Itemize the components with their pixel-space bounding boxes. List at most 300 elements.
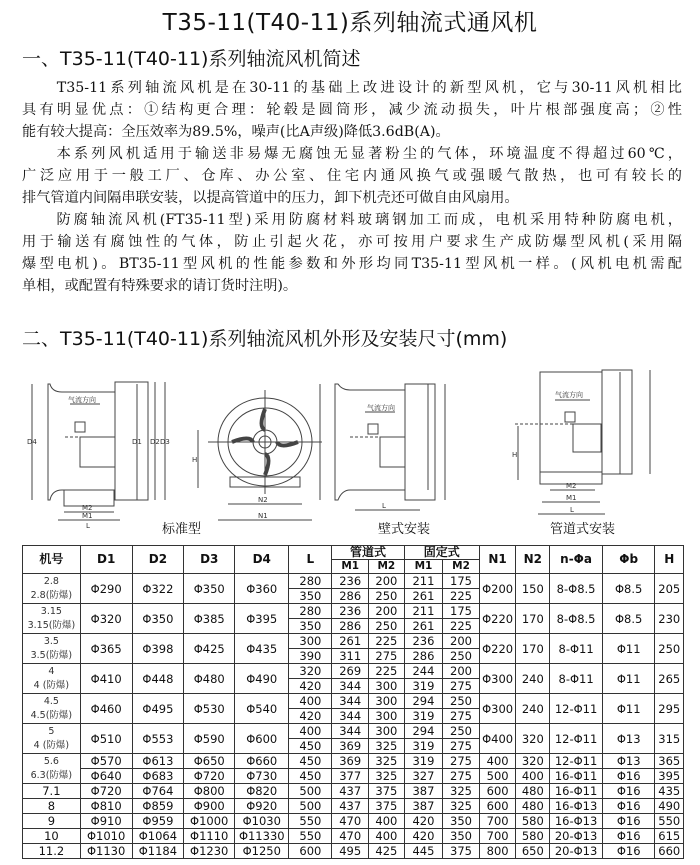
dim-label-n2: N2 (258, 496, 268, 504)
cell-d2: Φ398 (132, 634, 184, 664)
cell-l: 450 (289, 739, 332, 754)
cell-d1: Φ720 (80, 784, 132, 799)
cell-duct-m1: 261 (332, 634, 369, 649)
header-d3: D3 (184, 546, 235, 574)
cell-fixed-m1: 420 (404, 814, 442, 829)
cell-d4: Φ660 (235, 754, 289, 769)
cell-n1: 800 (479, 844, 516, 859)
cell-duct-m1: 369 (332, 739, 369, 754)
cell-d2: Φ322 (132, 574, 184, 604)
cell-fixed-m1: 261 (404, 619, 442, 634)
cell-fixed-m2: 250 (443, 649, 480, 664)
header-d1: D1 (80, 546, 132, 574)
cell-fixed-m2: 200 (443, 634, 480, 649)
cell-duct-m2: 375 (369, 784, 405, 799)
cell-fixed-m1: 319 (404, 679, 442, 694)
cell-h: 230 (655, 604, 684, 634)
cell-l: 550 (289, 829, 332, 844)
cell-duct-m1: 437 (332, 799, 369, 814)
cell-fixed-m1: 294 (404, 694, 442, 709)
table-row (23, 694, 684, 709)
cell-duct-m2: 375 (369, 799, 405, 814)
cell-n2: 320 (516, 754, 550, 769)
cell-duct-m2: 425 (369, 844, 405, 859)
dim-label-h: H (192, 456, 198, 464)
cell-l: 390 (289, 649, 332, 664)
cell-h: 315 (655, 724, 684, 754)
caption-duct-mount: 管道式安装 (550, 522, 616, 537)
cell-duct-m2: 250 (369, 619, 405, 634)
cell-l: 550 (289, 814, 332, 829)
cell-d1: Φ290 (80, 574, 132, 604)
cell-h: 490 (655, 799, 684, 814)
cell-fixed-m2: 350 (443, 814, 480, 829)
caption-standard-type: 标准型 (162, 522, 202, 537)
model-number: 4 (48, 665, 55, 677)
cell-duct-m1: 344 (332, 679, 369, 694)
caption-wall-mount: 壁式安装 (378, 522, 431, 537)
cell-fixed-m2: 200 (443, 664, 480, 679)
cell-d4: Φ395 (235, 604, 289, 634)
cell-n2: 650 (516, 844, 550, 859)
cell-d3: Φ1000 (184, 814, 235, 829)
cell-h: 250 (655, 634, 684, 664)
cell-duct-m2: 325 (369, 769, 405, 784)
paragraph-line: 爆型电机)。BT35-11型风机的性能参数和外形均同T35-11型风机一样。(风机电机需配 (22, 256, 682, 272)
cell-n1: Φ300 (479, 694, 516, 724)
cell-d3: Φ530 (184, 694, 235, 724)
cell-fixed-m2: 375 (443, 844, 480, 859)
cell-duct-m2: 300 (369, 724, 405, 739)
cell-d2: Φ859 (132, 799, 184, 814)
cell-n2: 150 (516, 574, 550, 604)
cell-duct-m1: 286 (332, 619, 369, 634)
dim-label-m2: M2 (566, 482, 577, 490)
cell-fixed-m1: 261 (404, 589, 442, 604)
header-l: L (289, 546, 332, 574)
model-number: 3.15 (40, 605, 62, 617)
table-row (23, 664, 684, 679)
cell-l: 400 (289, 694, 332, 709)
header-fixed-type: 固定式 (404, 546, 479, 560)
paragraph-line: 广泛应用于一般工厂、仓库、办公室、住宅内通风换气或强暖气散热，也可有较长的 (22, 168, 682, 184)
table-row (23, 574, 684, 589)
cell-h: 295 (655, 694, 684, 724)
dim-label-l: L (86, 522, 90, 530)
cell-fixed-m1: 211 (404, 574, 442, 589)
cell-l: 280 (289, 574, 332, 589)
cell-n2: 240 (516, 664, 550, 694)
cell-fixed-m1: 445 (404, 844, 442, 859)
cell-duct-m2: 225 (369, 664, 405, 679)
cell-fixed-m2: 275 (443, 754, 480, 769)
dim-label-d4: D4 (27, 438, 37, 446)
cell-n1: Φ400 (479, 724, 516, 754)
cell-l: 320 (289, 664, 332, 679)
cell-d1: Φ410 (80, 664, 132, 694)
cell-phi-b: Φ16 (602, 829, 655, 844)
cell-n-phi-a: 20-Φ13 (550, 829, 603, 844)
cell-duct-m1: 311 (332, 649, 369, 664)
cell-duct-m1: 269 (332, 664, 369, 679)
cell-d3: Φ350 (184, 574, 235, 604)
cell-duct-m2: 300 (369, 694, 405, 709)
paragraph-line: 排气管道内间隔串联安装，以提高管道中的压力，卸下机壳还可做自由风扇用。 (22, 190, 519, 206)
header-n-phi-a: n-Φa (550, 546, 603, 574)
cell-duct-m2: 400 (369, 814, 405, 829)
cell-phi-b: Φ13 (602, 724, 655, 754)
model-number: 5.6 (43, 755, 59, 767)
dim-label-d2: D2 (150, 438, 160, 446)
cell-duct-m1: 236 (332, 604, 369, 619)
table-row (23, 814, 684, 829)
cell-l: 350 (289, 589, 332, 604)
cell-d1: Φ1010 (80, 829, 132, 844)
cell-duct-m2: 400 (369, 829, 405, 844)
cell-n-phi-a: 8-Φ11 (550, 664, 603, 694)
dimension-table (22, 545, 684, 859)
cell-phi-b: Φ16 (602, 784, 655, 799)
cell-h: 265 (655, 664, 684, 694)
table-row (23, 799, 684, 814)
cell-duct-m1: 344 (332, 694, 369, 709)
dim-label-l: L (570, 506, 574, 514)
paragraph-line: 能有较大提高：全压效率为89.5%，噪声(比A声级)降低3.6dB(A)。 (22, 124, 450, 140)
cell-model: 8 (23, 799, 81, 814)
cell-n-phi-a: 12-Φ11 (550, 754, 603, 769)
cell-n1: 600 (479, 784, 516, 799)
dim-label-h: H (512, 451, 518, 459)
cell-l: 600 (289, 844, 332, 859)
cell-l: 450 (289, 754, 332, 769)
cell-d1: Φ640 (80, 769, 132, 784)
cell-d3: Φ720 (184, 769, 235, 784)
cell-l: 500 (289, 799, 332, 814)
model-number: 2.8(防爆) (30, 589, 73, 601)
cell-fixed-m1: 286 (404, 649, 442, 664)
cell-h: 365 (655, 754, 684, 769)
cell-fixed-m1: 244 (404, 664, 442, 679)
cell-fixed-m2: 350 (443, 829, 480, 844)
cell-h: 435 (655, 784, 684, 799)
cell-l: 450 (289, 769, 332, 784)
cell-d3: Φ1110 (184, 829, 235, 844)
airflow-label: 气流方向 (68, 396, 96, 404)
cell-d3: Φ425 (184, 634, 235, 664)
cell-fixed-m2: 275 (443, 709, 480, 724)
dim-label-l: L (382, 502, 386, 510)
cell-model: 11.2 (23, 844, 81, 859)
cell-d4: Φ11330 (235, 829, 289, 844)
paragraph-line: 用于输送有腐蚀性的气体，防止引起火花，亦可按用户要求生产成防爆型风机(采用隔 (22, 234, 682, 250)
overview-paragraph (22, 77, 682, 297)
table-row (23, 844, 684, 859)
cell-fixed-m2: 250 (443, 724, 480, 739)
cell-n-phi-a: 20-Φ13 (550, 844, 603, 859)
cell-n2: 480 (516, 799, 550, 814)
cell-fixed-m1: 387 (404, 799, 442, 814)
cell-duct-m2: 250 (369, 589, 405, 604)
table-row (23, 634, 684, 649)
model-number: 2.8 (43, 575, 59, 587)
table-row (23, 604, 684, 619)
cell-d1: Φ570 (80, 754, 132, 769)
cell-d2: Φ495 (132, 694, 184, 724)
cell-duct-m1: 344 (332, 724, 369, 739)
cell-fixed-m1: 319 (404, 754, 442, 769)
cell-n2: 320 (516, 724, 550, 754)
header-d4: D4 (235, 546, 289, 574)
paragraph-line: 单相，或配置有特殊要求的请订货时注明)。 (22, 278, 298, 294)
table-row (23, 769, 684, 784)
cell-duct-m1: 495 (332, 844, 369, 859)
cell-n-phi-a: 12-Φ11 (550, 724, 603, 754)
cell-d2: Φ1064 (132, 829, 184, 844)
cell-d4: Φ820 (235, 784, 289, 799)
table-row (23, 724, 684, 739)
cell-n1: Φ200 (479, 574, 516, 604)
cell-d2: Φ350 (132, 604, 184, 634)
cell-d2: Φ553 (132, 724, 184, 754)
model-number: 4.5 (43, 695, 59, 707)
cell-phi-b: Φ8.5 (602, 574, 655, 604)
cell-n-phi-a: 16-Φ13 (550, 799, 603, 814)
cell-n1: Φ300 (479, 664, 516, 694)
cell-d4: Φ490 (235, 664, 289, 694)
cell-fixed-m2: 275 (443, 769, 480, 784)
cell-n2: 170 (516, 604, 550, 634)
header-model: 机号 (23, 546, 81, 574)
airflow-label: 气流方向 (367, 404, 395, 412)
cell-duct-m2: 325 (369, 754, 405, 769)
cell-model: 10 (23, 829, 81, 844)
cell-fixed-m2: 275 (443, 739, 480, 754)
cell-fixed-m1: 387 (404, 784, 442, 799)
header-fixed-m2: M2 (443, 560, 480, 574)
cell-model (23, 664, 81, 694)
cell-d1: Φ460 (80, 694, 132, 724)
header-fixed-m1: M1 (404, 560, 442, 574)
cell-d1: Φ810 (80, 799, 132, 814)
cell-phi-b: Φ16 (602, 799, 655, 814)
cell-fixed-m2: 225 (443, 619, 480, 634)
header-duct-m1: M1 (332, 560, 369, 574)
cell-fixed-m2: 275 (443, 679, 480, 694)
paragraph-line: T35-11系列轴流风机是在30-11的基础上改进设计的新型风机，它与30-11风机相比 (22, 80, 682, 96)
cell-model (23, 754, 81, 784)
cell-duct-m1: 369 (332, 754, 369, 769)
cell-n1: Φ220 (479, 604, 516, 634)
cell-d3: Φ1230 (184, 844, 235, 859)
page-title: T35-11(T40-11)系列轴流式通风机 (162, 10, 538, 36)
model-number: 3.5 (43, 635, 59, 647)
cell-phi-b: Φ11 (602, 664, 655, 694)
cell-duct-m1: 437 (332, 784, 369, 799)
cell-fixed-m1: 211 (404, 604, 442, 619)
cell-n1: 700 (479, 814, 516, 829)
cell-fixed-m2: 325 (443, 784, 480, 799)
cell-n-phi-a: 16-Φ13 (550, 814, 603, 829)
cell-d4: Φ920 (235, 799, 289, 814)
cell-l: 420 (289, 709, 332, 724)
cell-duct-m2: 225 (369, 634, 405, 649)
cell-n2: 400 (516, 769, 550, 784)
cell-d1: Φ365 (80, 634, 132, 664)
cell-d1: Φ320 (80, 604, 132, 634)
cell-n1: 500 (479, 769, 516, 784)
section-heading-overview: 一、T35-11(T40-11)系列轴流风机简述 (22, 48, 361, 70)
cell-l: 300 (289, 634, 332, 649)
header-n2: N2 (516, 546, 550, 574)
cell-l: 420 (289, 679, 332, 694)
cell-fixed-m2: 325 (443, 799, 480, 814)
cell-d2: Φ959 (132, 814, 184, 829)
cell-h: 660 (655, 844, 684, 859)
dim-label-m2: M2 (82, 504, 93, 512)
cell-d3: Φ650 (184, 754, 235, 769)
cell-model (23, 574, 81, 604)
dim-label-d1: D1 (132, 438, 142, 446)
paragraph-line: 防腐轴流风机(FT35-11型)采用防腐材料玻璃钢加工而成，电机采用特种防腐电机， (22, 212, 682, 228)
cell-duct-m1: 286 (332, 589, 369, 604)
cell-n2: 580 (516, 814, 550, 829)
cell-duct-m1: 377 (332, 769, 369, 784)
cell-n2: 170 (516, 634, 550, 664)
cell-n1: 700 (479, 829, 516, 844)
table-row (23, 829, 684, 844)
header-n1: N1 (479, 546, 516, 574)
paragraph-line: 本系列风机适用于输送非易爆无腐蚀无显著粉尘的气体，环境温度不得超过60℃， (22, 146, 682, 162)
cell-d4: Φ1030 (235, 814, 289, 829)
cell-n2: 480 (516, 784, 550, 799)
cell-fixed-m1: 327 (404, 769, 442, 784)
paragraph-line: 具有明显优点：①结构更合理：轮毂是圆筒形，减少流动损失，叶片根部强度高；②性 (22, 102, 682, 118)
model-number: 6.3(防爆) (30, 769, 73, 781)
fan-outline-drawings (20, 362, 685, 542)
cell-h: 615 (655, 829, 684, 844)
cell-d3: Φ480 (184, 664, 235, 694)
cell-d3: Φ590 (184, 724, 235, 754)
cell-n2: 580 (516, 829, 550, 844)
cell-phi-b: Φ16 (602, 814, 655, 829)
cell-n-phi-a: 16-Φ11 (550, 784, 603, 799)
cell-n-phi-a: 16-Φ11 (550, 769, 603, 784)
cell-n1: 400 (479, 754, 516, 769)
cell-duct-m2: 200 (369, 604, 405, 619)
cell-duct-m2: 325 (369, 739, 405, 754)
cell-d1: Φ1130 (80, 844, 132, 859)
standard-type-drawing (32, 382, 165, 520)
cell-l: 280 (289, 604, 332, 619)
header-h: H (655, 546, 684, 574)
cell-d4: Φ600 (235, 724, 289, 754)
cell-n1: Φ220 (479, 634, 516, 664)
cell-d2: Φ1184 (132, 844, 184, 859)
cell-l: 500 (289, 784, 332, 799)
model-number: 5 (48, 725, 55, 737)
cell-d4: Φ1250 (235, 844, 289, 859)
cell-model: 9 (23, 814, 81, 829)
cell-fixed-m1: 319 (404, 709, 442, 724)
section-heading-dimensions: 二、T35-11(T40-11)系列轴流风机外形及安装尺寸(mm) (22, 328, 508, 350)
cell-model (23, 604, 81, 634)
cell-d2: Φ613 (132, 754, 184, 769)
airflow-label: 气流方向 (555, 391, 583, 399)
cell-duct-m2: 200 (369, 574, 405, 589)
cell-model (23, 634, 81, 664)
cell-phi-b: Φ16 (602, 844, 655, 859)
cell-d2: Φ764 (132, 784, 184, 799)
cell-n-phi-a: 8-Φ8.5 (550, 604, 603, 634)
model-number: 4.5(防爆) (30, 709, 73, 721)
table-row (23, 754, 684, 769)
header-d2: D2 (132, 546, 184, 574)
cell-fixed-m1: 294 (404, 724, 442, 739)
cell-fixed-m2: 175 (443, 574, 480, 589)
wall-mount-drawing (320, 384, 445, 510)
cell-fixed-m1: 420 (404, 829, 442, 844)
cell-fixed-m2: 250 (443, 694, 480, 709)
model-number: 3.5(防爆) (30, 649, 73, 661)
cell-model (23, 724, 81, 754)
cell-fixed-m1: 319 (404, 739, 442, 754)
header-duct-m2: M2 (369, 560, 405, 574)
cell-fixed-m2: 175 (443, 604, 480, 619)
cell-l: 350 (289, 619, 332, 634)
header-duct-type: 管道式 (332, 546, 404, 560)
cell-h: 205 (655, 574, 684, 604)
table-row (23, 784, 684, 799)
cell-fixed-m1: 236 (404, 634, 442, 649)
cell-d1: Φ910 (80, 814, 132, 829)
cell-duct-m1: 344 (332, 709, 369, 724)
cell-n-phi-a: 8-Φ11 (550, 634, 603, 664)
cell-n2: 240 (516, 694, 550, 724)
header-phi-b: Φb (602, 546, 655, 574)
cell-duct-m2: 300 (369, 709, 405, 724)
cell-d2: Φ448 (132, 664, 184, 694)
cell-h: 550 (655, 814, 684, 829)
cell-d3: Φ800 (184, 784, 235, 799)
cell-duct-m1: 236 (332, 574, 369, 589)
cell-model: 7.1 (23, 784, 81, 799)
cell-phi-b: Φ11 (602, 634, 655, 664)
cell-d2: Φ683 (132, 769, 184, 784)
cell-duct-m1: 470 (332, 829, 369, 844)
cell-phi-b: Φ16 (602, 769, 655, 784)
cell-duct-m2: 275 (369, 649, 405, 664)
cell-fixed-m2: 225 (443, 589, 480, 604)
cell-n-phi-a: 12-Φ11 (550, 694, 603, 724)
cell-n1: 600 (479, 799, 516, 814)
cell-d3: Φ900 (184, 799, 235, 814)
cell-d4: Φ435 (235, 634, 289, 664)
dim-label-n1: N1 (258, 512, 268, 520)
cell-d1: Φ510 (80, 724, 132, 754)
model-number: 4 (防爆) (33, 739, 70, 751)
cell-d4: Φ360 (235, 574, 289, 604)
cell-n-phi-a: 8-Φ8.5 (550, 574, 603, 604)
cell-d3: Φ385 (184, 604, 235, 634)
cell-l: 400 (289, 724, 332, 739)
cell-duct-m2: 300 (369, 679, 405, 694)
cell-model (23, 694, 81, 724)
cell-h: 395 (655, 769, 684, 784)
model-number: 3.15(防爆) (27, 619, 76, 631)
cell-phi-b: Φ13 (602, 754, 655, 769)
cell-d4: Φ730 (235, 769, 289, 784)
dim-label-m1: M1 (566, 494, 577, 502)
